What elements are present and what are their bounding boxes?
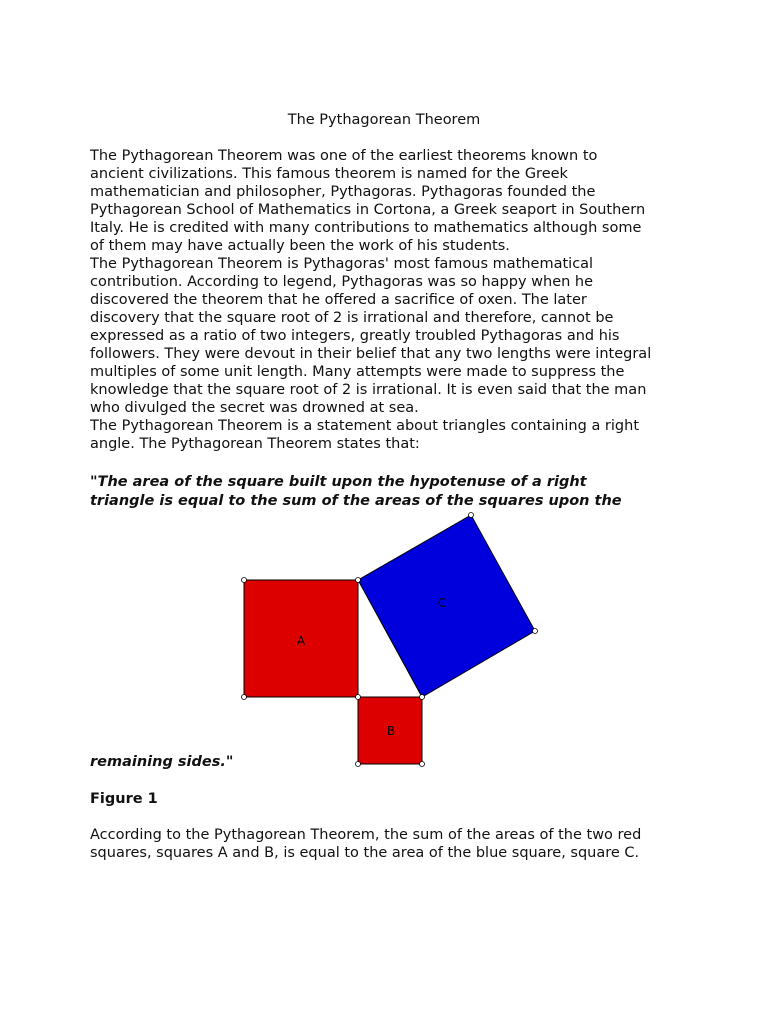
vertex-point [356, 578, 361, 583]
body-line: discovered the theorem that he offered a sacrifice of oxen. The later [90, 292, 587, 308]
body-line: The Pythagorean Theorem was one of the earliest theorems known to [90, 148, 598, 164]
body-line: expressed as a ratio of two integers, greatly troubled Pythagoras and his [90, 328, 620, 344]
pythagorean-figure [230, 505, 550, 775]
vertex-point [242, 578, 247, 583]
vertex-point [533, 629, 538, 634]
vertex-point [420, 695, 425, 700]
square-b-label: B [386, 724, 396, 738]
body-line: who divulged the secret was drowned at sea. [90, 400, 419, 416]
body-line: The Pythagorean Theorem is Pythagoras' most famous mathematical [90, 256, 594, 272]
closing-paragraph [90, 826, 690, 862]
body-line: squares, squares A and B, is equal to the area of the blue square, square C. [90, 845, 640, 861]
document-title: The Pythagorean Theorem [287, 112, 481, 128]
body-line: The Pythagorean Theorem is a statement about triangles containing a right [90, 418, 640, 434]
vertex-point [242, 695, 247, 700]
body-line: mathematician and philosopher, Pythagoras. Pythagoras founded the [90, 184, 596, 200]
body-line: Pythagorean School of Mathematics in Cortona, a Greek seaport in Southern [90, 202, 646, 218]
theorem-quote-line-3: remaining sides." [90, 754, 234, 770]
figure-caption: Figure 1 [90, 791, 158, 807]
body-line: contribution. According to legend, Pythagoras was so happy when he [90, 274, 594, 290]
body-line: angle. The Pythagorean Theorem states that: [90, 436, 420, 452]
body-line: discovery that the square root of 2 is irrational and therefore, cannot be [90, 310, 614, 326]
body-line: followers. They were devout in their belief that any two lengths were integral [90, 346, 652, 362]
body-line: knowledge that the square root of 2 is irrational. It is even said that the man [90, 382, 647, 398]
body-line: Italy. He is credited with many contributions to mathematics although some [90, 220, 642, 236]
body-line: of them may have actually been the work of his students. [90, 238, 510, 254]
square-c [358, 515, 535, 697]
square-c-label: C [437, 596, 447, 610]
theorem-quote-line-1: "The area of the square built upon the hypotenuse of a right [90, 474, 587, 490]
body-paragraph [90, 147, 690, 453]
body-line: ancient civilizations. This famous theorem is named for the Greek [90, 166, 568, 182]
square-a-label: A [296, 634, 306, 648]
body-line: multiples of some unit length. Many attempts were made to suppress the [90, 364, 625, 380]
vertex-point [356, 695, 361, 700]
body-line: According to the Pythagorean Theorem, the sum of the areas of the two red [90, 827, 642, 843]
vertex-point [469, 513, 474, 518]
theorem-quote-line-2: triangle is equal to the sum of the areas of the squares upon the [90, 493, 622, 509]
